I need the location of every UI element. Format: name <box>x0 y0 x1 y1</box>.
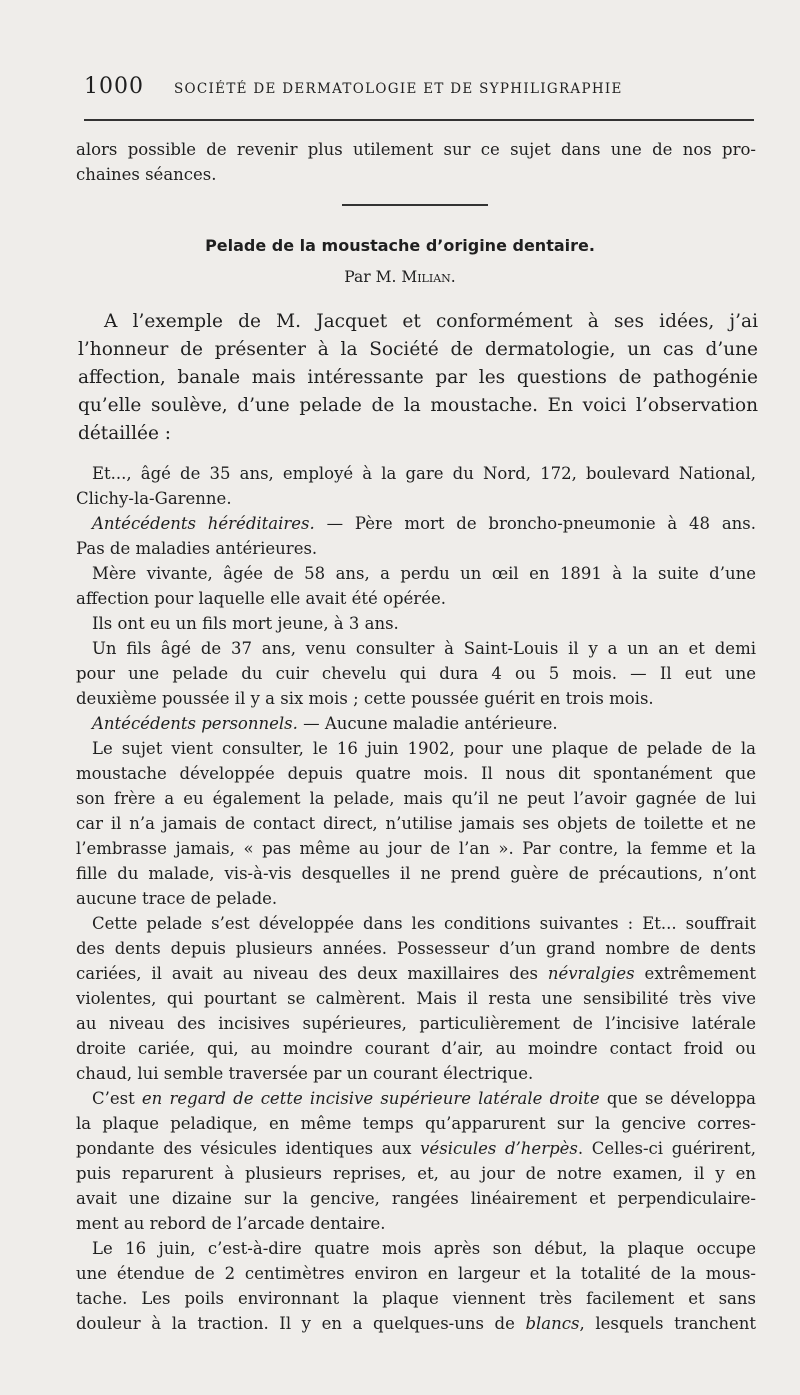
text-run: violentes, qui pourtant se calmèrent. Mais il resta une sensibilité très vive <box>76 989 756 1008</box>
article-title: Pelade de la moustache d’origine dentaire. <box>205 236 595 255</box>
text-run: pondante des vésicules identiques aux <box>76 1139 421 1158</box>
text-run: extrêmement <box>634 964 756 983</box>
text-line: alors possible de revenir plus utilement sur ce sujet dans une de nos pro- <box>76 140 756 159</box>
text-line <box>76 861 756 886</box>
text-run: Et..., âgé de 35 ans, employé à la gare du Nord, 172, boulevard National, <box>92 464 756 483</box>
text-line <box>76 961 756 986</box>
text-run: puis reparurent à plusieurs reprises, et, au jour de notre examen, il y en <box>76 1164 756 1183</box>
text-run: affection pour laquelle elle avait été opérée. <box>76 589 446 608</box>
text-line <box>76 736 756 761</box>
text-run: , lesquels tranchent <box>579 1314 756 1333</box>
text-run: douleur à la traction. Il y en a quelques-uns de <box>76 1314 526 1333</box>
text-line: l’honneur de présenter à la Société de dermatologie, un cas d’une <box>78 339 758 360</box>
text-run: droite cariée, qui, au moindre courant d’air, au moindre contact froid ou <box>76 1039 756 1058</box>
italic-text: Antécédents héréditaires. <box>92 514 315 533</box>
text-line <box>76 561 756 586</box>
text-run: — Aucune maladie antérieure. <box>297 714 558 733</box>
italic-text: Antécédents personnels. <box>92 714 298 733</box>
text-run: chaud, lui semble traversée par un courant électrique. <box>76 1064 534 1083</box>
text-line <box>76 611 756 636</box>
text-line <box>76 1261 756 1286</box>
text-run: fille du malade, vis-à-vis desquelles il ne prend guère de précautions, n’ont <box>76 864 756 883</box>
text-run: Clichy-la-Garenne. <box>76 489 232 508</box>
continuation-paragraph <box>76 137 756 187</box>
text-run: Le sujet vient consulter, le 16 juin 1902, pour une plaque de pelade de la <box>92 739 756 758</box>
text-line: chaines séances. <box>76 165 217 184</box>
text-run: la plaque peladique, en même temps qu’apparurent sur la gencive corres- <box>76 1114 756 1133</box>
text-line <box>76 536 756 561</box>
text-line <box>76 911 756 936</box>
text-run: Ils ont eu un fils mort jeune, à 3 ans. <box>92 614 399 633</box>
text-line <box>76 886 756 911</box>
text-run: Un fils âgé de 37 ans, venu consulter à Saint-Louis il y a un an et demi <box>92 639 756 658</box>
text-line <box>76 936 756 961</box>
text-run: moustache développée depuis quatre mois. Il nous dit spontanément que <box>76 764 756 783</box>
page-number: 1000 <box>84 74 144 99</box>
text-run: — Père mort de broncho-pneumonie à 48 ans. <box>314 514 756 533</box>
text-run: deuxième poussée il y a six mois ; cette poussée guérit en trois mois. <box>76 689 654 708</box>
text-line <box>76 661 756 686</box>
text-line: qu’elle soulève, d’une pelade de la moustache. En voici l’observation <box>78 395 758 416</box>
text-run: que se développa <box>599 1089 756 1108</box>
intro-paragraph <box>78 308 758 448</box>
text-line <box>76 636 756 661</box>
text-run: Mère vivante, âgée de 58 ans, a perdu un œil en 1891 à la suite d’une <box>92 564 756 583</box>
italic-text: névralgies <box>547 964 635 983</box>
text-line <box>76 1311 756 1336</box>
italic-text: en regard de cette incisive supérieure latérale droite <box>141 1089 600 1108</box>
text-run: Le 16 juin, c’est-à-dire quatre mois après son début, la plaque occupe <box>92 1239 756 1258</box>
text-line <box>76 1161 756 1186</box>
text-line <box>76 1036 756 1061</box>
text-line <box>76 1236 756 1261</box>
text-run: tache. Les poils environnant la plaque viennent très facilement et sans <box>76 1289 756 1308</box>
text-line <box>76 686 756 711</box>
observation-body <box>76 461 756 1336</box>
text-line <box>76 511 756 536</box>
italic-text: blancs <box>525 1314 580 1333</box>
text-run: cariées, il avait au niveau des deux maxillaires des <box>76 964 548 983</box>
text-line <box>76 1136 756 1161</box>
text-line <box>76 461 756 486</box>
text-run: car il n’a jamais de contact direct, n’utilise jamais ses objets de toilette et ne <box>76 814 756 833</box>
text-line <box>76 1286 756 1311</box>
text-run: C’est <box>92 1089 142 1108</box>
text-line <box>76 986 756 1011</box>
section-divider <box>342 204 488 206</box>
text-run: avait une dizaine sur la gencive, rangées linéairement et perpendiculaire- <box>76 1189 756 1208</box>
text-line <box>76 1211 756 1236</box>
text-line <box>76 586 756 611</box>
text-line: détaillée : <box>78 423 172 444</box>
text-run: Pas de maladies antérieures. <box>76 539 318 558</box>
text-run: . Celles-ci guérirent, <box>577 1139 756 1158</box>
text-run: aucune trace de pelade. <box>76 889 278 908</box>
text-line: A l’exemple de M. Jacquet et conformément à ses idées, j’ai <box>104 311 758 332</box>
running-head: SOCIÉTÉ DE DERMATOLOGIE ET DE SYPHILIGRAPHIE <box>174 81 623 97</box>
text-run: Cette pelade s’est développée dans les conditions suivantes : Et... souffrait <box>92 914 756 933</box>
text-run: pour une pelade du cuir chevelu qui dura 4 ou 5 mois. — Il eut une <box>76 664 756 683</box>
text-line <box>76 1061 756 1086</box>
text-line <box>76 836 756 861</box>
byline-prefix: Par M. <box>344 268 402 286</box>
byline-author: Milian. <box>401 268 456 286</box>
text-line <box>76 761 756 786</box>
text-run: l’embrasse jamais, « pas même au jour de l’an ». Par contre, la femme et la <box>76 839 756 858</box>
text-run: son frère a eu également la pelade, mais qu’il ne peut l’avoir gagnée de lui <box>76 789 756 808</box>
text-line <box>76 1011 756 1036</box>
text-run: des dents depuis plusieurs années. Possesseur d’un grand nombre de dents <box>76 939 756 958</box>
text-run: au niveau des incisives supérieures, particulièrement de l’incisive latérale <box>76 1014 756 1033</box>
text-line <box>76 486 756 511</box>
text-line: affection, banale mais intéressante par les questions de pathogénie <box>78 367 758 388</box>
text-line <box>76 1111 756 1136</box>
page-header <box>84 74 754 104</box>
text-line <box>76 1086 756 1111</box>
text-line <box>76 1186 756 1211</box>
text-line <box>76 811 756 836</box>
header-rule <box>84 119 754 121</box>
text-line <box>76 711 756 736</box>
italic-text: vésicules d’herpès <box>420 1139 578 1158</box>
text-line <box>76 786 756 811</box>
text-run: une étendue de 2 centimètres environ en largeur et la totalité de la mous- <box>76 1264 756 1283</box>
text-run: ment au rebord de l’arcade dentaire. <box>76 1214 386 1233</box>
article-byline <box>0 268 800 286</box>
